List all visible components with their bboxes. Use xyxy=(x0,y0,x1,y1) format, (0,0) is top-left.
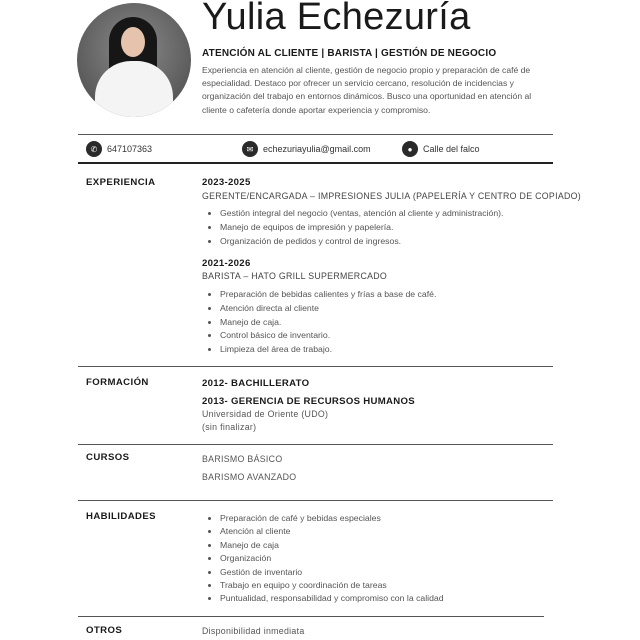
address-text: Calle del falco xyxy=(423,144,480,154)
contact-email[interactable] xyxy=(242,140,371,158)
photo-shirt xyxy=(95,61,173,117)
list-item: • Manejo de caja. xyxy=(220,316,436,330)
profile-summary: Experiencia en atención al cliente, gestión de negocio propio y preparación de café de especialidad. Destaco por ofrecer un servicio cercano, resolución de incidencias y organización del trabajo en entornos dinámicos. Busco una oportunidad en atención al cliente o cafetería donde aportar experiencia y compromiso. xyxy=(202,65,532,115)
job-duties-list xyxy=(208,207,503,248)
list-item: • Trabajo en equipo y coordinación de tareas xyxy=(220,579,444,592)
list-item: • Control básico de inventario. xyxy=(220,329,436,343)
location-pin-icon: ● xyxy=(402,141,418,157)
list-item: • Manejo de caja xyxy=(220,539,444,552)
section-title-courses: CURSOS xyxy=(86,452,130,463)
section-title-other: OTROS xyxy=(86,625,123,636)
job-duties-list xyxy=(208,288,436,357)
profile-photo xyxy=(77,3,191,117)
list-item: • Puntualidad, responsabilidad y compromiso con la calidad xyxy=(220,592,444,605)
list-item: • Limpieza del área de trabajo. xyxy=(220,343,436,357)
divider xyxy=(78,500,553,501)
job-title: BARISTA – HATO GRILL SUPERMERCADO xyxy=(202,271,388,281)
list-item: • Gestión integral del negocio (ventas, atención al cliente y administración). xyxy=(220,207,503,221)
section-title-education: FORMACIÓN xyxy=(86,377,149,388)
divider xyxy=(78,366,553,367)
other-text: Disponibilidad inmediata xyxy=(202,626,305,636)
education-item: 2012- BACHILLERATO xyxy=(202,378,310,389)
list-item: • Atención al cliente xyxy=(220,525,444,538)
resume-headline: ATENCIÓN AL CLIENTE | BARISTA | GESTIÓN DE NEGOCIO xyxy=(202,48,497,59)
list-item: • Manejo de equipos de impresión y papelería. xyxy=(220,221,503,235)
list-item: • Organización de pedidos y control de ingresos. xyxy=(220,235,503,249)
section-title-skills: HABILIDADES xyxy=(86,511,156,522)
list-item: • Organización xyxy=(220,552,444,565)
resume-name: Yulia Echezuría xyxy=(202,0,471,38)
divider xyxy=(78,444,553,445)
course-item: BARISMO BÁSICO xyxy=(202,454,283,464)
photo-face xyxy=(121,27,145,57)
email-address[interactable]: echezuriayulia@gmail.com xyxy=(263,144,371,154)
email-icon: ✉ xyxy=(242,141,258,157)
list-item: • Preparación de bebidas calientes y frías a base de café. xyxy=(220,288,436,302)
contact-address xyxy=(402,140,480,158)
phone-icon: ✆ xyxy=(86,141,102,157)
skills-list xyxy=(208,512,444,606)
section-title-experience: EXPERIENCIA xyxy=(86,177,156,188)
list-item: • Preparación de café y bebidas especiales xyxy=(220,512,444,525)
list-item: • Gestión de inventario xyxy=(220,566,444,579)
divider xyxy=(78,162,553,164)
education-item: 2013- GERENCIA DE RECURSOS HUMANOS xyxy=(202,396,415,407)
course-item: BARISMO AVANZADO xyxy=(202,472,297,482)
job-title: GERENTE/ENCARGADA – IMPRESIONES JULIA (PAPELERÍA Y CENTRO DE COPIADO) xyxy=(202,191,582,201)
phone-number: 647107363 xyxy=(107,144,153,154)
job-years: 2021-2026 xyxy=(202,258,251,269)
education-school: Universidad de Oriente (UDO) xyxy=(202,409,329,419)
divider xyxy=(78,616,544,617)
job-years: 2023-2025 xyxy=(202,177,251,188)
divider xyxy=(78,134,553,135)
education-note: (sin finalizar) xyxy=(202,422,257,432)
contact-phone xyxy=(86,140,152,158)
list-item: • Atención directa al cliente xyxy=(220,302,436,316)
